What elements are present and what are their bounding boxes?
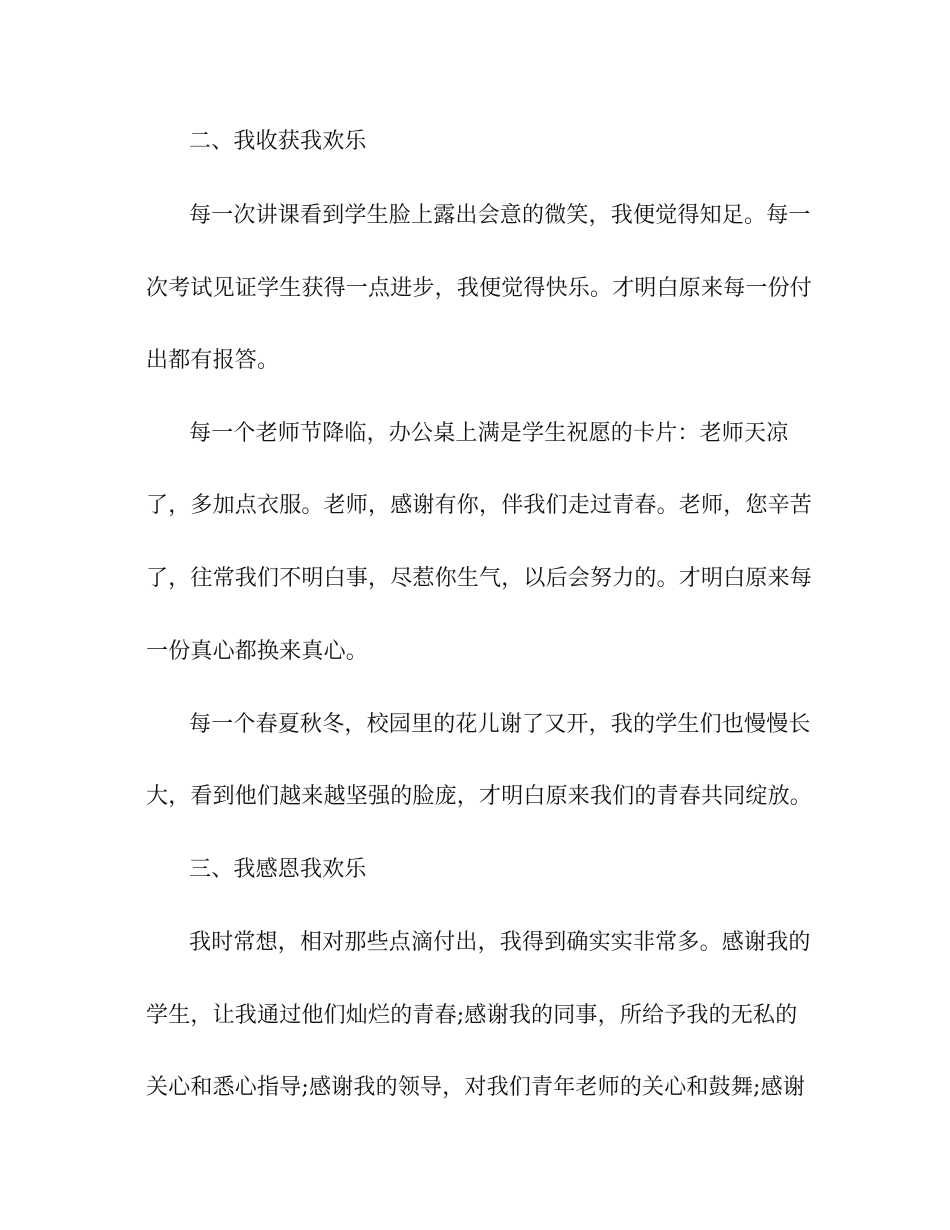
paragraph-line: 我时常想，相对那些点滴付出，我得到确实实非常多。感谢我的 <box>189 930 811 955</box>
paragraph-line: 出都有报答。 <box>146 348 280 373</box>
paragraph-line: 学生，让我通过他们灿烂的青春;感谢我的同事，所给予我的无私的 <box>146 1003 798 1028</box>
paragraph-line: 每一个老师节降临，办公桌上满是学生祝愿的卡片：老师天凉 <box>189 421 789 446</box>
section-heading: 二、我收获我欢乐 <box>189 129 367 154</box>
paragraph-line: 了，往常我们不明白事，尽惹你生气，以后会努力的。才明白原来每 <box>146 566 813 591</box>
paragraph-line: 了，多加点衣服。老师，感谢有你，伴我们走过青春。老师，您辛苦 <box>146 493 813 518</box>
section-heading: 三、我感恩我欢乐 <box>189 857 367 882</box>
paragraph-line: 关心和悉心指导;感谢我的领导，对我们青年老师的关心和鼓舞;感谢 <box>146 1075 806 1100</box>
paragraph-line: 每一个春夏秋冬，校园里的花儿谢了又开，我的学生们也慢慢长 <box>189 712 811 737</box>
paragraph-line: 次考试见证学生获得一点进步，我便觉得快乐。才明白原来每一份付 <box>146 276 813 301</box>
paragraph-line: 每一次讲课看到学生脸上露出会意的微笑，我便觉得知足。每一 <box>189 203 811 228</box>
paragraph-line: 一份真心都换来真心。 <box>146 639 369 664</box>
paragraph-line: 大，看到他们越来越坚强的脸庞，才明白原来我们的青春共同绽放。 <box>146 784 813 809</box>
